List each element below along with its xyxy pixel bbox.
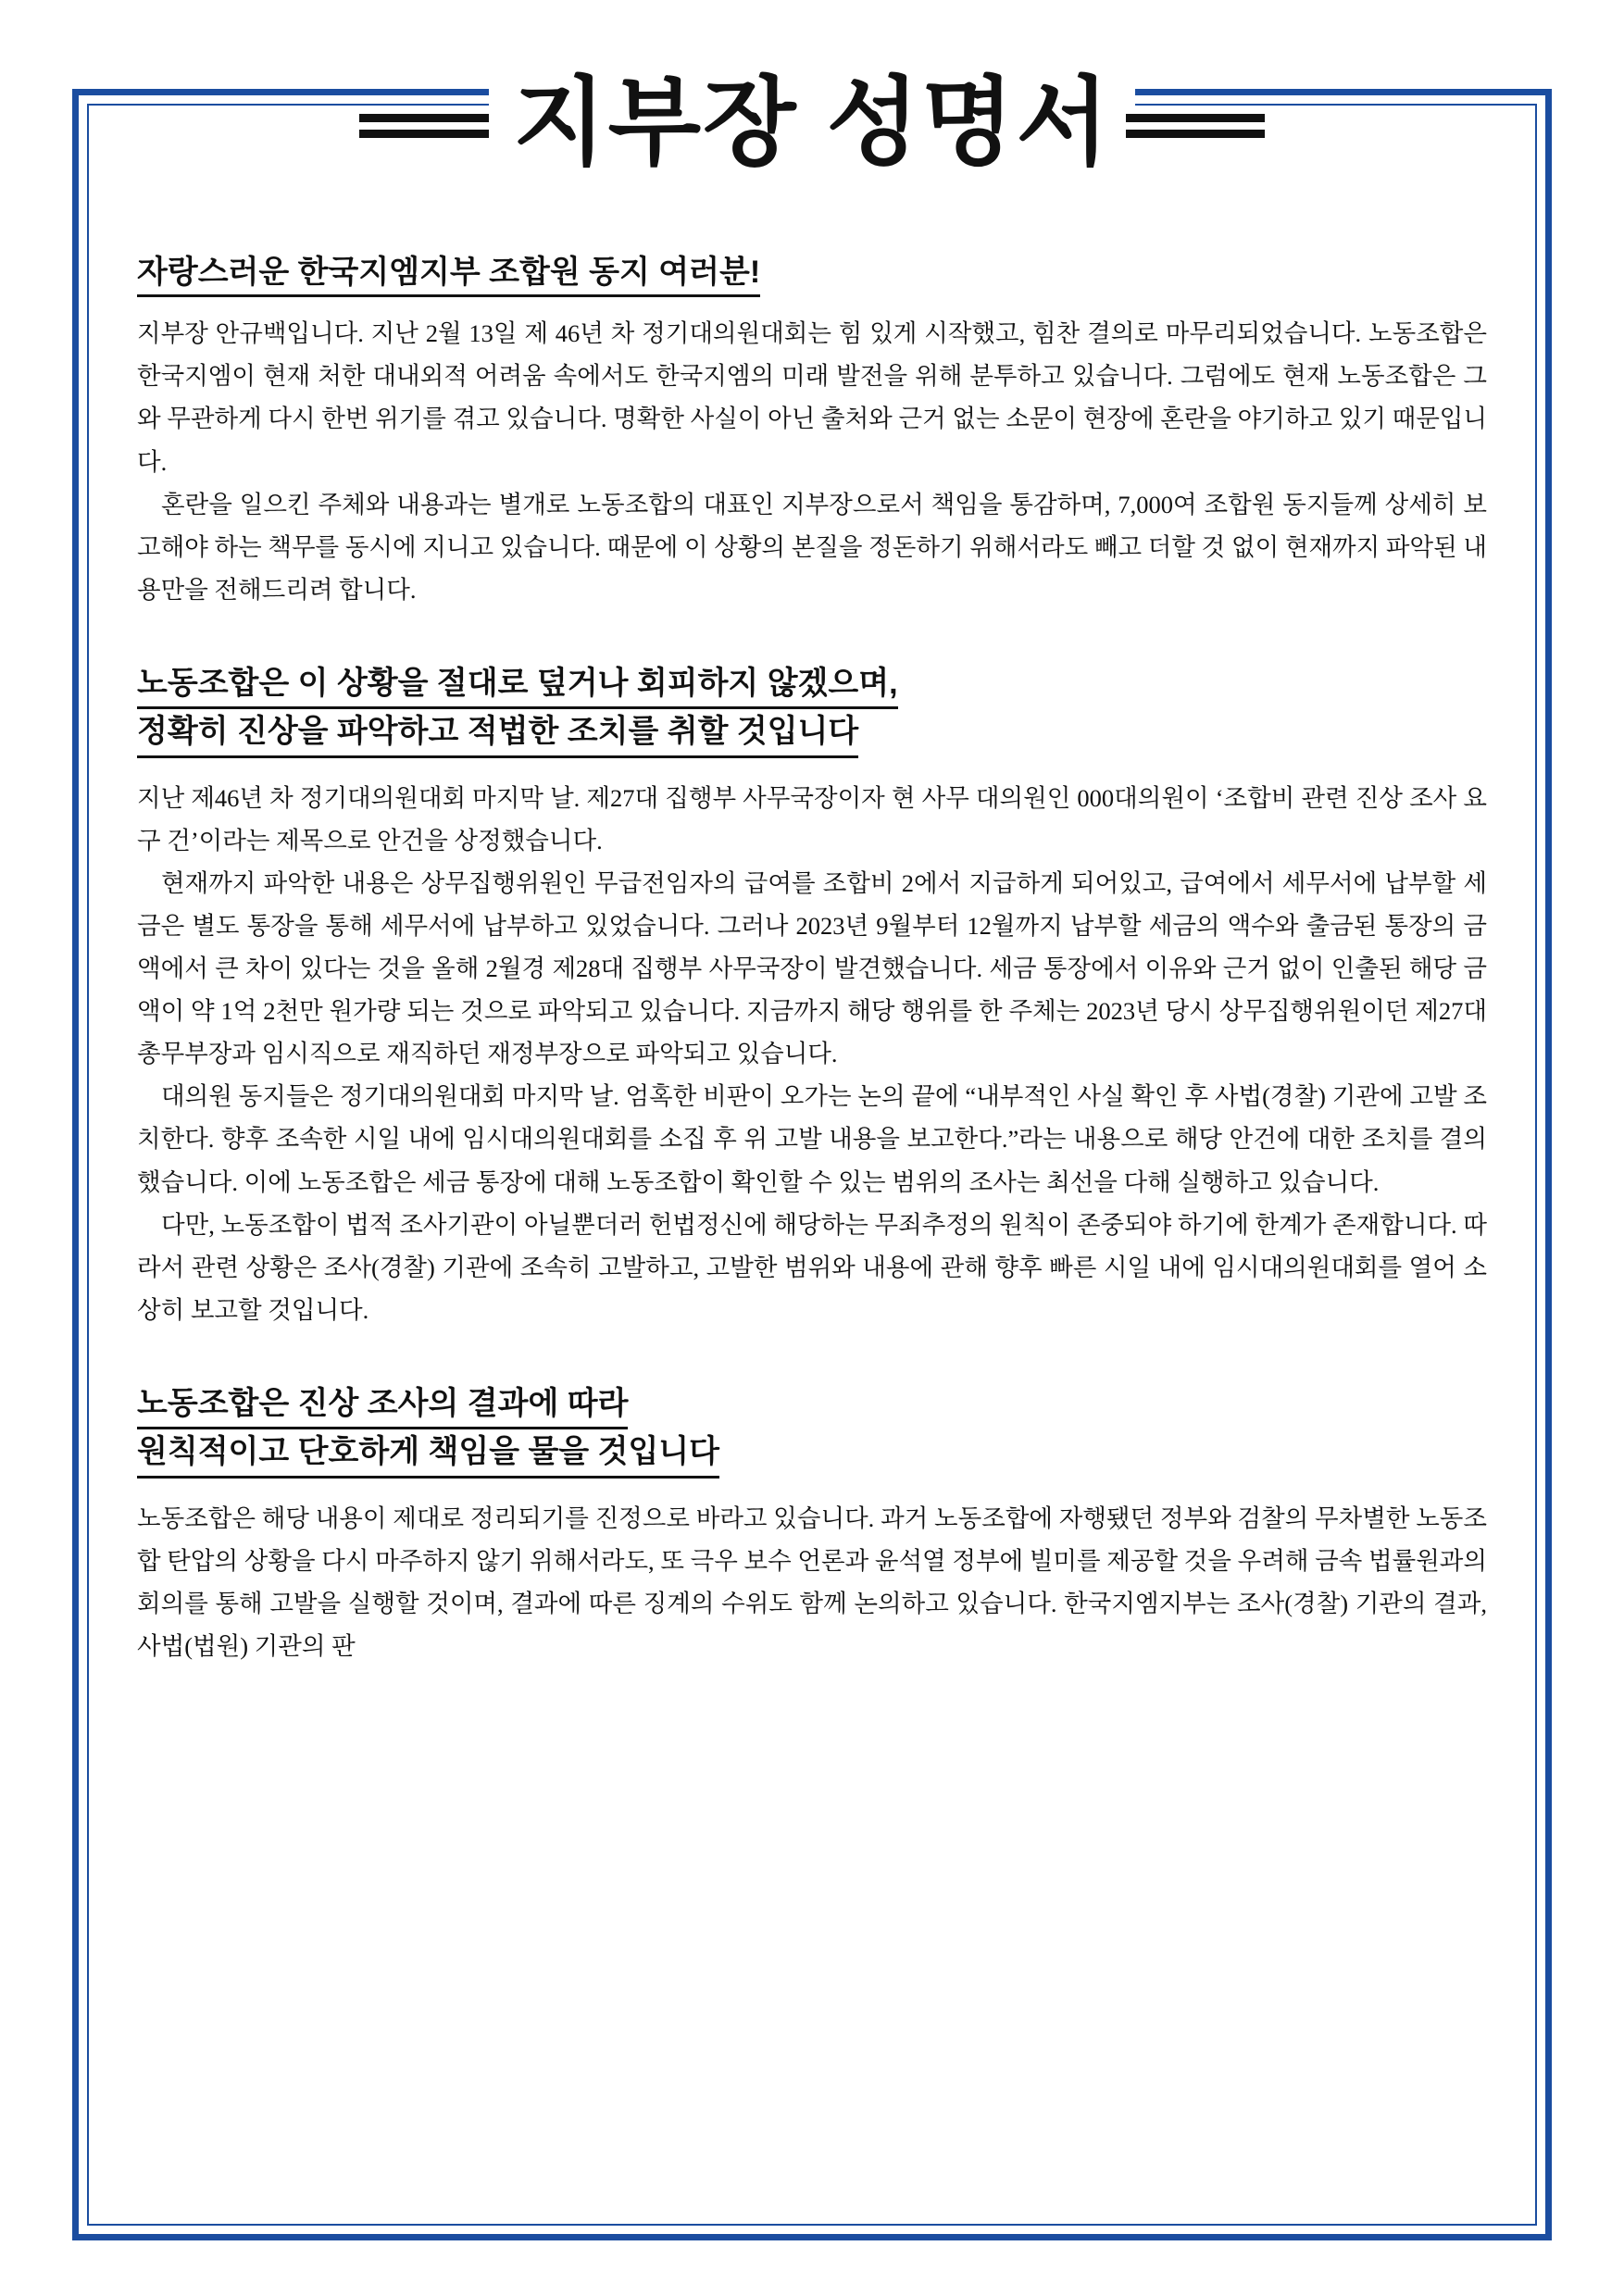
document-body — [137, 250, 1487, 2213]
title-rule-left-decoration — [359, 114, 498, 138]
paragraph: 현재까지 파악한 내용은 상무집행위원인 무급전임자의 급여를 조합비 2에서 지급하게 되어있고, 급여에서 세무서에 납부할 세금은 별도 통장을 통해 세무서에 납부하고 있었습니다. 그러나 2023년 9월부터 12월까지 납부할 세금의 액수와 출금된 통장의 금액에서 큰 차이 있다는 것을 올해 2월경 제28대 집행부 사무국장이 발견했습니다. 세금 통장에서 이유와 근거 없이 인출된 해당 금액이 약 1억 2천만 원가량 되는 것으로 파악되고 있습니다. 지금까지 해당 행위를 한 주체는 2023년 당시 상무집행위원이던 제27대 총무부장과 임시직으로 재직하던 재정부장으로 파악되고 있습니다. — [137, 868, 1487, 1068]
paragraph: 지난 제46년 차 정기대의원대회 마지막 날. 제27대 집행부 사무국장이자 현 사무 대의원인 000대의원이 ‘조합비 관련 진상 조사 요구 건’이라는 제목으로 안건을 상정했습니다. — [137, 783, 1487, 855]
title-rule-right-decoration — [1126, 114, 1265, 138]
section-3 — [137, 1381, 1487, 1667]
paragraph: 노동조합은 해당 내용이 제대로 정리되기를 진정으로 바라고 있습니다. 과거 노동조합에 자행됐던 정부와 검찰의 무차별한 노동조합 탄압의 상황을 다시 마주하지 않기 위해서라도, 또 극우 보수 언론과 윤석열 정부에 빌미를 제공할 것을 우려해 금속 법률원과의 회의를 통해 고발을 실행할 것이며, 결과에 따른 징계의 수위도 함께 논의하고 있습니다. 한국지엠지부는 조사(경찰) 기관의 결과, 사법(법원) 기관의 판 — [137, 1504, 1487, 1660]
section-heading-2-line-2: 정확히 진상을 파악하고 적법한 조치를 취할 것입니다 — [137, 709, 858, 757]
section-intro-paragraphs — [137, 312, 1487, 611]
paragraph: 혼란을 일으킨 주체와 내용과는 별개로 노동조합의 대표인 지부장으로서 책임을 통감하며, 7,000여 조합원 동지들께 상세히 보고해야 하는 책무를 동시에 지니고 있습니다. 때문에 이 상황의 본질을 정돈하기 위해서라도 빼고 더할 것 없이 현재까지 파악된 내용만을 전해드리려 합니다. — [137, 490, 1487, 604]
section-intro — [137, 250, 1487, 611]
paragraph: 다만, 노동조합이 법적 조사기관이 아닐뿐더러 헌법정신에 해당하는 무죄추정의 원칙이 존중되야 하기에 한계가 존재합니다. 따라서 관련 상황은 조사(경찰) 기관에 조속히 고발하고, 고발한 범위와 내용에 관해 향후 빠른 시일 내에 임시대의원대회를 열어 소상히 보고할 것입니다. — [137, 1210, 1487, 1324]
paragraph: 지부장 안규백입니다. 지난 2월 13일 제 46년 차 정기대의원대회는 힘 있게 시작했고, 힘찬 결의로 마무리되었습니다. 노동조합은 한국지엠이 현재 처한 대내외적 어려움 속에서도 한국지엠의 미래 발전을 위해 분투하고 있습니다. 그럼에도 현재 노동조합은 그와 무관하게 다시 한번 위기를 겪고 있습니다. 명확한 사실이 아닌 출처와 근거 없는 소문이 현장에 혼란을 야기하고 있기 때문입니다. — [137, 319, 1487, 476]
section-heading-3 — [137, 1381, 1487, 1479]
section-heading-intro: 자랑스러운 한국지엠지부 조합원 동지 여러분! — [137, 250, 760, 297]
section-heading-2 — [137, 661, 1487, 758]
section-heading-3-line-1: 노동조합은 진상 조사의 결과에 따라 — [137, 1381, 628, 1429]
section-heading-3-line-2: 원칙적이고 단호하게 책임을 물을 것입니다 — [137, 1429, 719, 1478]
section-heading-2-line-1: 노동조합은 이 상황을 절대로 덮거나 회피하지 않겠으며, — [137, 661, 898, 709]
section-2-paragraphs — [137, 777, 1487, 1331]
section-2 — [137, 661, 1487, 1331]
paragraph: 대의원 동지들은 정기대의원대회 마지막 날. 엄혹한 비판이 오가는 논의 끝에 “내부적인 사실 확인 후 사법(경찰) 기관에 고발 조치한다. 향후 조속한 시일 내에 임시대의원대회를 소집 후 위 고발 내용을 보고한다.”라는 내용으로 해당 안건에 대한 조치를 결의했습니다. 이에 노동조합은 세금 통장에 대해 노동조합이 확인할 수 있는 범위의 조사는 최선을 다해 실행하고 있습니다. — [137, 1082, 1487, 1196]
section-3-paragraphs — [137, 1497, 1487, 1667]
page-title: 지부장 성명서 — [489, 75, 1135, 171]
document-title-banner — [0, 44, 1624, 202]
